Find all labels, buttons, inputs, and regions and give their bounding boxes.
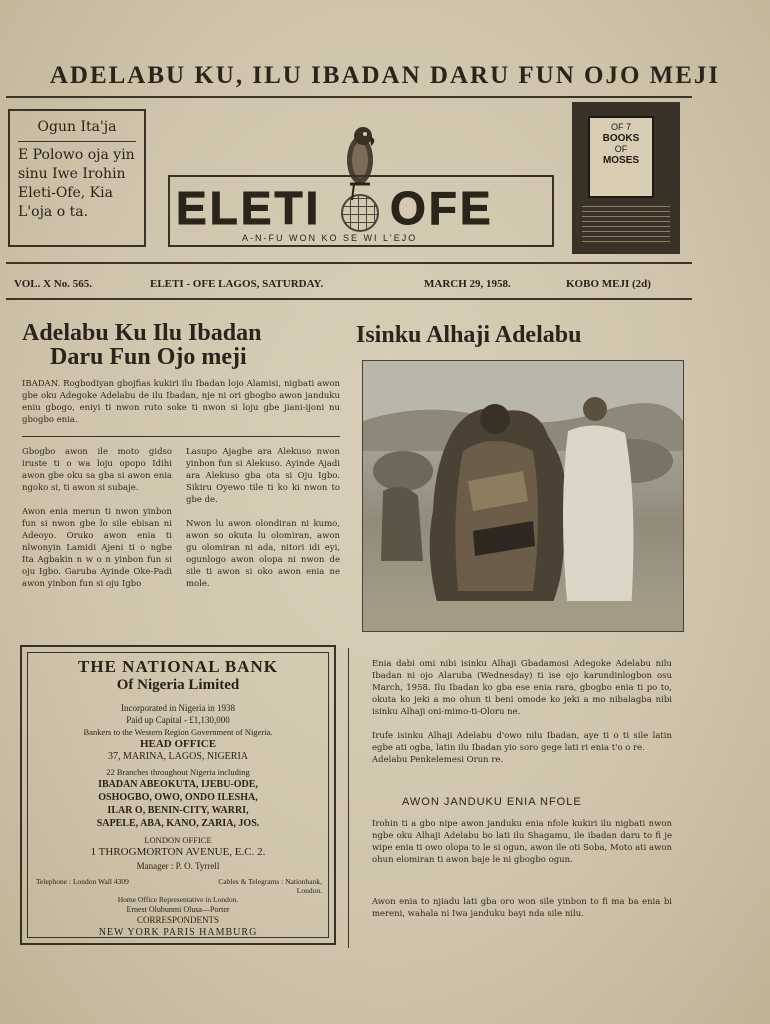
banner-rule — [6, 96, 692, 98]
book-line-1: OF 7 — [610, 122, 631, 132]
book-line-2: BOOKS — [602, 133, 640, 144]
logo-tagline: A-N-FU WON KO SE WI L'EJO — [242, 233, 418, 243]
national-bank-advert — [20, 645, 336, 945]
bank-correspondents-label: CORRESPONDENTS — [136, 915, 219, 925]
dateline-rule — [6, 298, 692, 300]
logo-word-left: ELETI — [176, 182, 322, 234]
second-headline: Isinku Alhaji Adelabu — [356, 322, 582, 348]
second-story-paragraph-2: Awon enia to njiadu lati gba oro won sile yinbon to fi ma ba enia bi mereni, wahala ni Iwa janduku bayi nda sile nilu. — [372, 897, 672, 919]
bank-incorporation: Incorporated in Nigeria in 1938 — [121, 703, 235, 713]
book-line-4: MOSES — [602, 155, 640, 166]
bank-manager: Manager : P. O. Tyrrell — [136, 861, 220, 871]
section-subheading: AWON JANDUKU ENIA NFOLE — [402, 796, 582, 808]
ear-text: E Polowo oja yin sinu Iwe Irohin Eleti-Ofe, Kia L'oja o ta. — [18, 147, 135, 220]
lead-column-2: Lasupo Ajagbe ara Alekuso nwon yinbon fun si Alekuso. Ayinde Ajadi ara Alekuso gba ota si Oju Igbo. Sikiru Oyewo tile ti ko ki nwon to gbe de. Nwon lu awon olondiran ni kumo, awon so okuta lu olomiran, awon gu olomiran ni ada, nitori idi eyi, ogunlogo awon olopa ni nwon de sile ti awon si oko awon enia ne mole. — [186, 447, 340, 589]
bank-head-office-address: 37, MARINA, LAGOS, NIGERIA — [108, 751, 248, 762]
logo-word-right: OFE — [390, 182, 494, 234]
lead-headline-line1: Adelabu Ku Ilu Ibadan — [22, 320, 262, 346]
bank-title-line2: Of Nigeria Limited — [116, 677, 240, 693]
banner-headline: ADELABU KU, ILU IBADAN DARU FUN OJO MEJI — [49, 62, 721, 89]
book-line-3: OF — [614, 144, 628, 154]
bank-head-office-label: HEAD OFFICE — [139, 738, 217, 750]
photo-caption: Enia dabi omi nibi isinku Alhaji Gbadamosi Adegoke Adelabu nilu Ibadan ni ojo Alaruba (Wednesday) ti ise ojo karundinlogbon osu March, 1958. Ilu Ibadan ko gba ese enia rara, gbogbo enia ti po to, okuta ko jeki a mo ohun ti beni omode ko jeki a mo nibalagba nibi isinku Alhaji oni-mimo-ti-Oloru ne. Irufe isinku Alhaji Adelabu d'owo nilu Ibadan, aye ti o ti sile latin egbe ati ogba, latin ilu Ibadan yio soro gege lati ri enia t'o o re. Adelabu Penkelemesi Orun re. — [372, 659, 672, 765]
bank-cables: Cables & Telegrams : Nationbank, London. — [218, 877, 322, 895]
lead-headline-line2: Daru Fun Ojo meji — [50, 344, 247, 370]
bank-branches-intro: 22 Branches throughout Nigeria including — [106, 767, 250, 777]
ear-advert-box — [8, 109, 146, 247]
price: KOBO MEJI (2d) — [566, 278, 651, 290]
lead-column-1: Gbogbo awon ile moto gidso iruste ti o wa loju opopo Idihi awon gbe oku sa gba si awon enia ngoko si, ti awon si subaje. Awon enia merun ti nwon yinbon fun si nwon gbe lo sile ebisan ni Adeoyo. Oruko awon enia ti nlwonyin Lamidi Ajeni ti o ngbe Ita Agbakin n w o n yinbon fun si oju Igbo. Garuba Ayinde Oke-Padi awon yinbon fun si oju Igbo — [22, 447, 172, 589]
issue-date: MARCH 29, 1958. — [424, 278, 511, 290]
books-advert — [572, 102, 680, 254]
paper-location-day: ELETI - OFE LAGOS, SATURDAY. — [150, 278, 324, 290]
masthead-logo — [168, 175, 554, 247]
bank-london-address: 1 THROGMORTON AVENUE, E.C. 2. — [90, 846, 266, 858]
bank-bankers-line: Bankers to the Western Region Government of Nigeria. — [83, 727, 273, 737]
book-cover — [588, 116, 654, 198]
globe-icon — [341, 194, 379, 232]
bank-title-line1: THE NATIONAL BANK — [78, 657, 278, 676]
bank-branches-line1: IBADAN ABEOKUTA, IJEBU-ODE, — [98, 779, 258, 790]
advert-fine-print — [582, 206, 670, 246]
masthead-rule — [6, 262, 692, 264]
bank-branches-line3: ILAR O, BENIN-CITY, WARRI, — [107, 805, 249, 816]
ear-title: Ogun Ita'ja — [18, 117, 136, 142]
bank-representative: Home Office Representative in London. — [117, 895, 239, 904]
lead-intro-paragraph: IBADAN. Rogbodiyan gbojfias kukiri ilu Ibadan lojo Alamisi, nigbati awon gbe oku Adegoke Adelabu de ilu Ibadan, nje ni ori gbogbo awon janduku eniu gbogo, eniyi ti nwon ruto soke ti nwon si loju gbe jiani-ijoni nu gbogbo enia. — [22, 379, 340, 425]
second-story-paragraph-1: Irohin ti a gbo nipe awon janduku enia nfole kukiri ilu nigbati nwon ngbe oku Alhaji Adelabu bo lati ilu Shagamu, ile ibadan daru to fi je wipe enia ti owo olopa to le si ogun, awon ile oti Soba, Moto ati awon ohun elomiran ti awon baje le ni gbogbo ogun. — [372, 819, 672, 865]
funeral-photo-image — [363, 361, 683, 631]
lead-column-rule — [22, 436, 340, 437]
volume-number: VOL. X No. 565. — [14, 278, 93, 290]
column-divider — [348, 648, 349, 948]
bank-capital: Paid up Capital - £1,130,000 — [126, 715, 230, 725]
bank-telephone: Telephone : London Wall 4309 — [36, 877, 129, 886]
bank-representative-name: Ernest Olubunmi Olusa—Porter — [126, 905, 230, 914]
bank-branches-line4: SAPELE, ABA, KANO, ZARIA, JOS. — [96, 818, 260, 829]
bank-london-label: LONDON OFFICE — [144, 835, 212, 845]
funeral-photo — [362, 360, 684, 632]
bank-branches-line2: OSHOGBO, OWO, ONDO ILESHA, — [98, 792, 258, 803]
bank-correspondent-cities: NEW YORK PARIS HAMBURG — [98, 927, 258, 938]
